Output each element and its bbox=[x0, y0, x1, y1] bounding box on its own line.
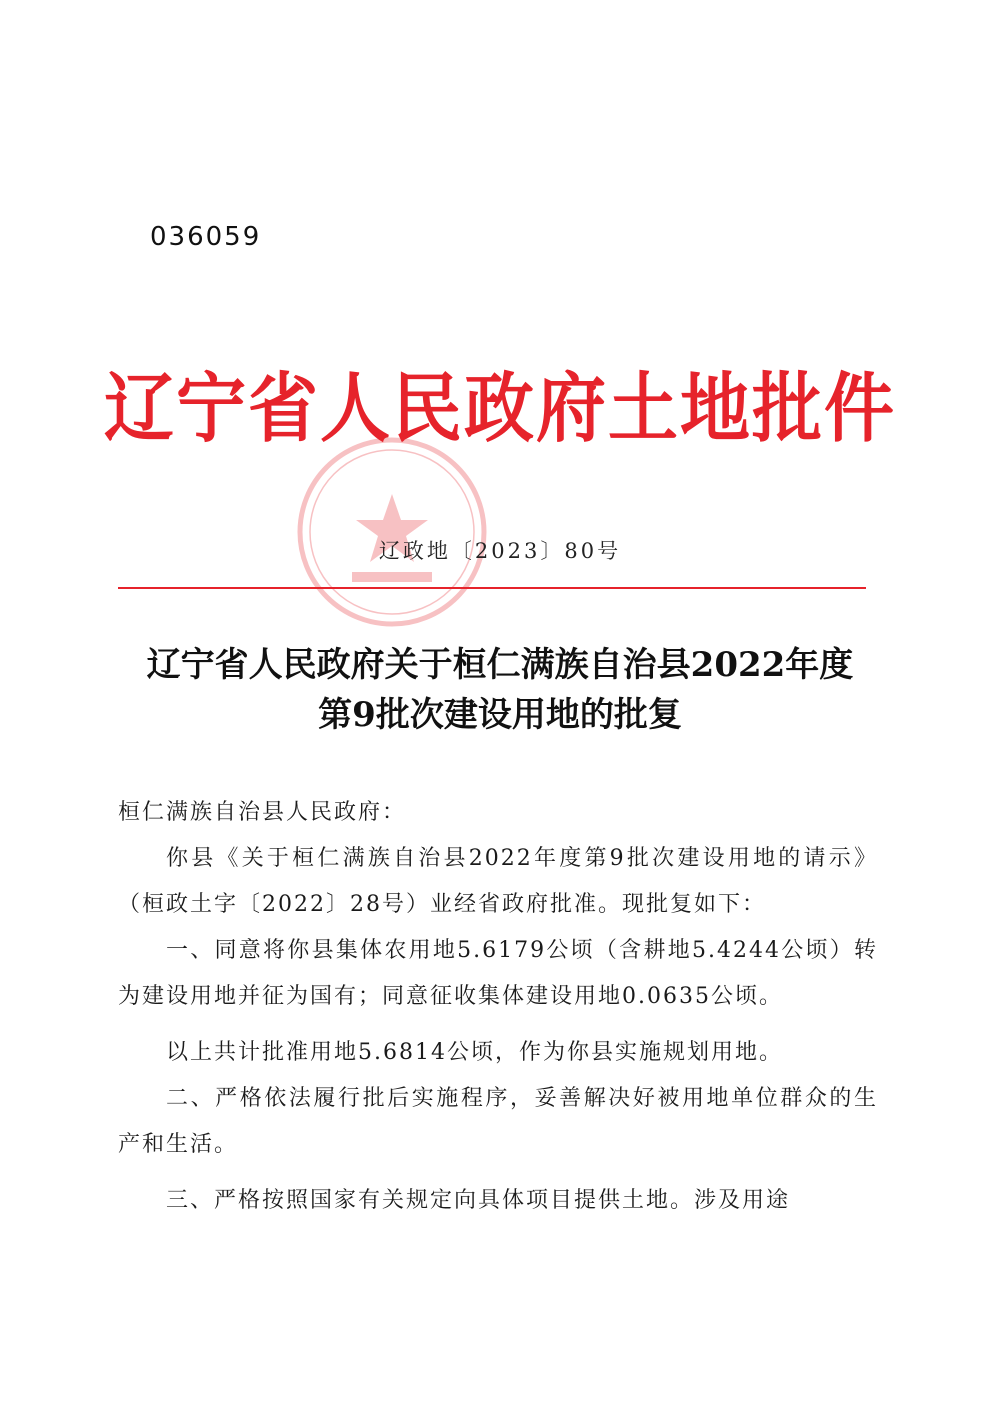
document-serial-number: 036059 bbox=[150, 222, 262, 252]
official-seal-watermark bbox=[292, 432, 492, 632]
paragraph-1: 你县《关于桓仁满族自治县2022年度第9批次建设用地的请示》（桓政土字〔2022〕28号）业经省政府批准。现批复如下： bbox=[118, 846, 878, 917]
red-header-title: 辽宁省人民政府土地批件 bbox=[104, 364, 896, 453]
paragraph-2: 一、同意将你县集体农用地5.6179公顷（含耕地5.4244公顷）转为建设用地并征为国有；同意征收集体建设用地0.0635公顷。 bbox=[118, 938, 878, 1009]
salutation: 桓仁满族自治县人民政府： bbox=[118, 800, 407, 825]
paragraph-5: 三、严格按照国家有关规定向具体项目提供土地。涉及用途 bbox=[166, 1188, 791, 1213]
document-body bbox=[118, 790, 878, 1224]
paragraph-3: 以上共计批准用地5.6814公顷，作为你县实施规划用地。 bbox=[166, 1040, 783, 1065]
red-divider-line bbox=[118, 587, 866, 589]
paragraph-4: 二、严格依法履行批后实施程序，妥善解决好被用地单位群众的生产和生活。 bbox=[118, 1086, 878, 1157]
document-title-line-1: 辽宁省人民政府关于桓仁满族自治县2022年度 bbox=[146, 645, 854, 685]
document-title-line-2: 第9批次建设用地的批复 bbox=[318, 695, 682, 735]
reference-number: 辽政地〔2023〕80号 bbox=[378, 539, 622, 563]
document-title bbox=[0, 640, 1000, 740]
